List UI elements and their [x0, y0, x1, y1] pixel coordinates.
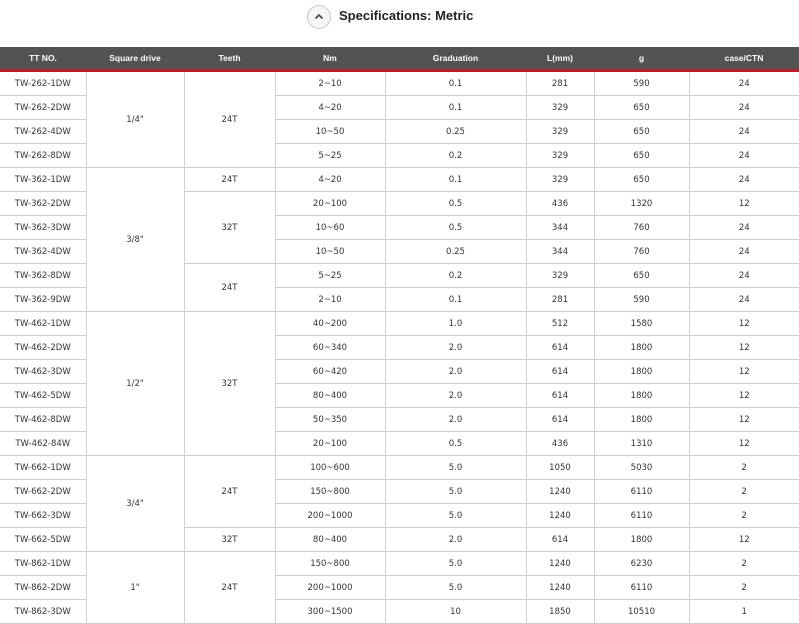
specifications-table	[0, 47, 799, 624]
cell-teeth: 24T	[184, 71, 275, 168]
cell-graduation: 10	[385, 600, 526, 624]
cell-graduation: 0.1	[385, 288, 526, 312]
cell-nm: 200~1000	[275, 576, 385, 600]
cell-case-ctn: 24	[689, 71, 799, 96]
cell-graduation: 5.0	[385, 576, 526, 600]
cell-length: 512	[526, 312, 594, 336]
cell-weight: 650	[594, 120, 689, 144]
cell-case-ctn: 2	[689, 552, 799, 576]
cell-weight: 6110	[594, 576, 689, 600]
cell-nm: 5~25	[275, 264, 385, 288]
cell-teeth: 24T	[184, 456, 275, 528]
cell-teeth: 32T	[184, 192, 275, 264]
cell-length: 614	[526, 360, 594, 384]
cell-weight: 1580	[594, 312, 689, 336]
cell-length: 329	[526, 120, 594, 144]
cell-nm: 200~1000	[275, 504, 385, 528]
cell-tt-no: TW-662-3DW	[0, 504, 86, 528]
cell-case-ctn: 12	[689, 528, 799, 552]
cell-nm: 80~400	[275, 528, 385, 552]
col-header-length: L(mm)	[526, 47, 594, 71]
table-row	[0, 71, 799, 96]
cell-tt-no: TW-262-1DW	[0, 71, 86, 96]
cell-tt-no: TW-462-84W	[0, 432, 86, 456]
cell-tt-no: TW-662-1DW	[0, 456, 86, 480]
cell-tt-no: TW-362-3DW	[0, 216, 86, 240]
cell-nm: 150~800	[275, 480, 385, 504]
col-header-case-ctn: case/CTN	[689, 47, 799, 71]
col-header-weight: g	[594, 47, 689, 71]
cell-tt-no: TW-362-1DW	[0, 168, 86, 192]
cell-graduation: 0.5	[385, 432, 526, 456]
cell-tt-no: TW-462-2DW	[0, 336, 86, 360]
cell-length: 281	[526, 71, 594, 96]
cell-nm: 20~100	[275, 432, 385, 456]
cell-length: 436	[526, 432, 594, 456]
cell-nm: 60~340	[275, 336, 385, 360]
cell-graduation: 0.5	[385, 216, 526, 240]
cell-graduation: 0.2	[385, 144, 526, 168]
col-header-teeth: Teeth	[184, 47, 275, 71]
cell-square-drive: 1"	[86, 552, 184, 624]
cell-case-ctn: 24	[689, 96, 799, 120]
cell-weight: 1800	[594, 528, 689, 552]
cell-case-ctn: 24	[689, 216, 799, 240]
cell-nm: 60~420	[275, 360, 385, 384]
cell-tt-no: TW-362-2DW	[0, 192, 86, 216]
cell-length: 1850	[526, 600, 594, 624]
cell-length: 329	[526, 264, 594, 288]
cell-nm: 50~350	[275, 408, 385, 432]
cell-length: 1050	[526, 456, 594, 480]
cell-nm: 2~10	[275, 288, 385, 312]
cell-weight: 590	[594, 71, 689, 96]
cell-case-ctn: 12	[689, 192, 799, 216]
cell-length: 614	[526, 408, 594, 432]
cell-graduation: 2.0	[385, 528, 526, 552]
cell-case-ctn: 2	[689, 504, 799, 528]
cell-nm: 300~1500	[275, 600, 385, 624]
cell-graduation: 0.1	[385, 96, 526, 120]
col-header-graduation: Graduation	[385, 47, 526, 71]
cell-length: 614	[526, 384, 594, 408]
cell-case-ctn: 24	[689, 288, 799, 312]
cell-weight: 6230	[594, 552, 689, 576]
cell-tt-no: TW-262-8DW	[0, 144, 86, 168]
cell-case-ctn: 12	[689, 432, 799, 456]
cell-weight: 760	[594, 240, 689, 264]
cell-graduation: 0.5	[385, 192, 526, 216]
cell-weight: 6110	[594, 480, 689, 504]
cell-square-drive: 3/4"	[86, 456, 184, 552]
cell-case-ctn: 24	[689, 144, 799, 168]
cell-tt-no: TW-662-2DW	[0, 480, 86, 504]
cell-graduation: 0.25	[385, 120, 526, 144]
cell-graduation: 2.0	[385, 408, 526, 432]
cell-length: 614	[526, 528, 594, 552]
cell-tt-no: TW-262-2DW	[0, 96, 86, 120]
cell-weight: 650	[594, 144, 689, 168]
col-header-square-drive: Square drive	[86, 47, 184, 71]
cell-graduation: 1.0	[385, 312, 526, 336]
cell-length: 436	[526, 192, 594, 216]
cell-length: 344	[526, 216, 594, 240]
cell-graduation: 0.1	[385, 168, 526, 192]
cell-case-ctn: 2	[689, 576, 799, 600]
cell-nm: 5~25	[275, 144, 385, 168]
cell-tt-no: TW-662-5DW	[0, 528, 86, 552]
cell-case-ctn: 24	[689, 264, 799, 288]
cell-graduation: 2.0	[385, 384, 526, 408]
cell-length: 329	[526, 96, 594, 120]
cell-tt-no: TW-462-5DW	[0, 384, 86, 408]
chevron-up-icon[interactable]	[307, 5, 331, 29]
cell-length: 281	[526, 288, 594, 312]
table-row	[0, 552, 799, 576]
cell-length: 329	[526, 144, 594, 168]
cell-square-drive: 1/2"	[86, 312, 184, 456]
cell-tt-no: TW-362-9DW	[0, 288, 86, 312]
cell-tt-no: TW-462-1DW	[0, 312, 86, 336]
cell-square-drive: 3/8"	[86, 168, 184, 312]
table-header-row	[0, 47, 799, 71]
cell-tt-no: TW-862-2DW	[0, 576, 86, 600]
cell-nm: 100~600	[275, 456, 385, 480]
cell-graduation: 0.2	[385, 264, 526, 288]
cell-case-ctn: 24	[689, 168, 799, 192]
section-title: Specifications: Metric	[339, 8, 474, 23]
cell-weight: 6110	[594, 504, 689, 528]
cell-teeth: 24T	[184, 168, 275, 192]
cell-nm: 40~200	[275, 312, 385, 336]
cell-weight: 1310	[594, 432, 689, 456]
cell-weight: 650	[594, 168, 689, 192]
cell-weight: 1800	[594, 336, 689, 360]
cell-nm: 10~60	[275, 216, 385, 240]
cell-length: 1240	[526, 576, 594, 600]
cell-case-ctn: 1	[689, 600, 799, 624]
cell-tt-no: TW-462-8DW	[0, 408, 86, 432]
cell-teeth: 32T	[184, 312, 275, 456]
cell-case-ctn: 24	[689, 120, 799, 144]
cell-weight: 590	[594, 288, 689, 312]
cell-case-ctn: 24	[689, 240, 799, 264]
cell-weight: 650	[594, 96, 689, 120]
cell-teeth: 24T	[184, 264, 275, 312]
cell-graduation: 5.0	[385, 552, 526, 576]
section-header	[0, 0, 799, 34]
cell-nm: 10~50	[275, 240, 385, 264]
cell-case-ctn: 2	[689, 456, 799, 480]
cell-weight: 1800	[594, 360, 689, 384]
cell-nm: 80~400	[275, 384, 385, 408]
cell-teeth: 24T	[184, 552, 275, 624]
cell-graduation: 2.0	[385, 360, 526, 384]
table-row	[0, 312, 799, 336]
cell-teeth: 32T	[184, 528, 275, 552]
cell-weight: 650	[594, 264, 689, 288]
cell-weight: 5030	[594, 456, 689, 480]
cell-graduation: 5.0	[385, 504, 526, 528]
cell-tt-no: TW-862-3DW	[0, 600, 86, 624]
table-row	[0, 456, 799, 480]
table-body	[0, 71, 799, 624]
cell-case-ctn: 2	[689, 480, 799, 504]
cell-length: 344	[526, 240, 594, 264]
cell-tt-no: TW-262-4DW	[0, 120, 86, 144]
cell-length: 1240	[526, 552, 594, 576]
cell-nm: 150~800	[275, 552, 385, 576]
cell-tt-no: TW-462-3DW	[0, 360, 86, 384]
cell-case-ctn: 12	[689, 384, 799, 408]
cell-nm: 10~50	[275, 120, 385, 144]
cell-length: 1240	[526, 504, 594, 528]
cell-weight: 1800	[594, 384, 689, 408]
cell-nm: 2~10	[275, 71, 385, 96]
cell-weight: 1320	[594, 192, 689, 216]
col-header-nm: Nm	[275, 47, 385, 71]
cell-case-ctn: 12	[689, 408, 799, 432]
cell-case-ctn: 12	[689, 336, 799, 360]
cell-tt-no: TW-362-8DW	[0, 264, 86, 288]
cell-weight: 760	[594, 216, 689, 240]
cell-weight: 10510	[594, 600, 689, 624]
cell-tt-no: TW-362-4DW	[0, 240, 86, 264]
cell-tt-no: TW-862-1DW	[0, 552, 86, 576]
cell-nm: 20~100	[275, 192, 385, 216]
cell-nm: 4~20	[275, 96, 385, 120]
cell-graduation: 2.0	[385, 336, 526, 360]
cell-graduation: 5.0	[385, 456, 526, 480]
chevron-up-glyph	[314, 12, 324, 22]
cell-weight: 1800	[594, 408, 689, 432]
cell-length: 329	[526, 168, 594, 192]
cell-case-ctn: 12	[689, 360, 799, 384]
cell-case-ctn: 12	[689, 312, 799, 336]
cell-length: 1240	[526, 480, 594, 504]
cell-graduation: 0.25	[385, 240, 526, 264]
table-row	[0, 168, 799, 192]
cell-graduation: 5.0	[385, 480, 526, 504]
cell-graduation: 0.1	[385, 71, 526, 96]
col-header-tt-no: TT NO.	[0, 47, 86, 71]
cell-square-drive: 1/4"	[86, 71, 184, 168]
cell-nm: 4~20	[275, 168, 385, 192]
cell-length: 614	[526, 336, 594, 360]
